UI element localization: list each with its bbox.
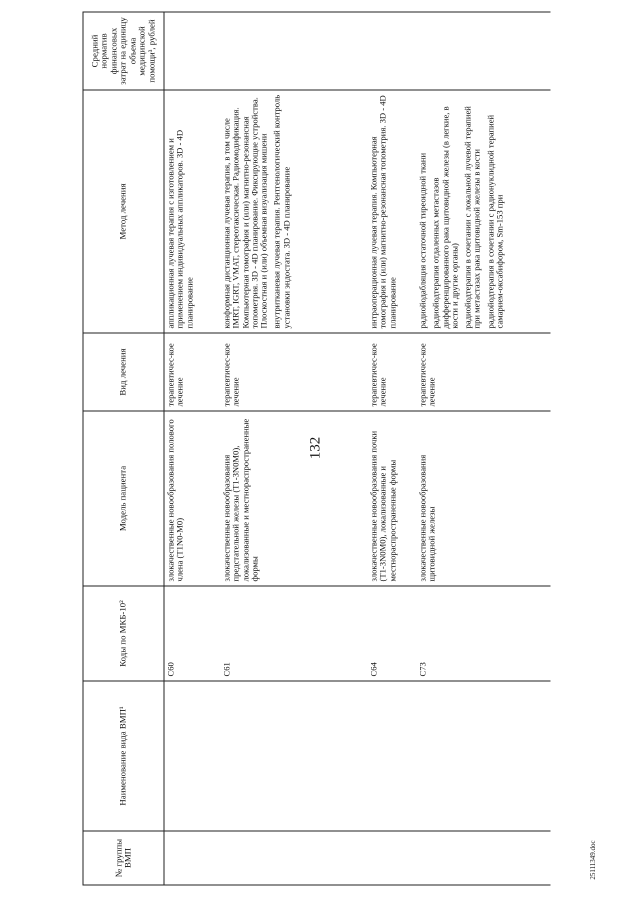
table-row [367, 12, 416, 885]
method-item: радиойодтерапия в сочетании с радионуклидной терапией самарием-оксабифором, Sm-153 при [484, 114, 504, 328]
cell-code: C73 [416, 586, 550, 681]
header-treatment-method: Метод лечения [83, 90, 164, 333]
cell-code: C61 [220, 586, 367, 681]
cell-model: злокачественные новообразования почки (T1-3N0M0), локализованные и местнораспространенные формы [367, 411, 416, 586]
cell-cost [367, 12, 416, 90]
document-id: 25111349.doc [589, 840, 597, 880]
header-patient-model: Модель пациента [83, 411, 164, 586]
header-cost: Средний норматив финансовых затрат на единицу объема медицинской помощи³, рублей [83, 12, 164, 90]
header-vmp-name: Наименование вида ВМП¹ [83, 681, 164, 831]
header-icd-codes: Коды по МКБ-10² [83, 586, 164, 681]
cell-name [367, 681, 416, 831]
cell-group [220, 831, 367, 885]
method-item: радиойодтерапия в сочетании с локальной лучевой терапией при метастазах рака щитовидной железы в кости [462, 105, 482, 328]
cell-type: терапевтичес-кое лечение [220, 333, 367, 411]
table-row [416, 12, 550, 885]
cell-cost [416, 12, 550, 90]
cell-model: злокачественные новообразования полового члена (T1N0-M0) [164, 411, 221, 586]
cell-name [220, 681, 367, 831]
cell-type: терапевтичес-кое лечение [416, 333, 550, 411]
cell-model: злокачественные новообразования предстательной железы (T1-3N0M0), локализованные и местнораспространенные формы [220, 411, 367, 586]
cell-type: терапевтичес-кое лечение [164, 333, 221, 411]
cell-method [220, 90, 367, 333]
header-row [83, 12, 164, 885]
cell-method [367, 90, 416, 333]
cell-group [416, 831, 550, 885]
cell-cost [164, 12, 221, 90]
method-item: конформная дистанционная лучевая терапия, в том числе IMRT, IGRT, VMAT, стереотаксическая. Радиомодификация. Компьютерная томография и (или) магнитно-резонансная топометрия. 3D - 4D планирование. Фиксирующие устройства. Плоскостная и (или) объемная визуализация мишени [221, 96, 269, 328]
cell-name [164, 681, 221, 831]
method-item: радиойодабляция остаточной тиреоидной ткани [417, 152, 427, 328]
header-group-no: № группы ВМП [83, 831, 164, 885]
header-treatment-type: Вид лечения [83, 333, 164, 411]
page-number: 132 [307, 436, 324, 460]
vmp-table [82, 11, 550, 885]
table-row [220, 12, 367, 885]
table-row [164, 12, 221, 885]
cell-code: C60 [164, 586, 221, 681]
cell-group [367, 831, 416, 885]
cell-method [416, 90, 550, 333]
cell-name [416, 681, 550, 831]
cell-code: C64 [367, 586, 416, 681]
method-item: внутритканевая лучевая терапия. Рентгенологический контроль установки эндостата. 3D - 4D планирование [271, 94, 291, 328]
method-item: радиойодтерапия отдаленных метастазов дифференцированного рака щитовидной железы (в легкие, в кости и другие органы) [430, 105, 459, 328]
cell-cost [220, 12, 367, 90]
vmp-table-container [82, 12, 555, 885]
method-item: интраоперационная лучевая терапия. Компьютерная томография и (или) магнитно-резонансная топометрия. 3D - 4D планирование [368, 94, 397, 328]
method-item: аппликационная лучевая терапия с изготовлением и применением индивидуальных аппликаторов. 3D - 4D планирование [165, 129, 194, 328]
cell-model: злокачественные новообразования щитовидной железы [416, 411, 550, 586]
cell-group [164, 831, 221, 885]
cell-method [164, 90, 221, 333]
cell-type: терапевтичес-кое лечение [367, 333, 416, 411]
